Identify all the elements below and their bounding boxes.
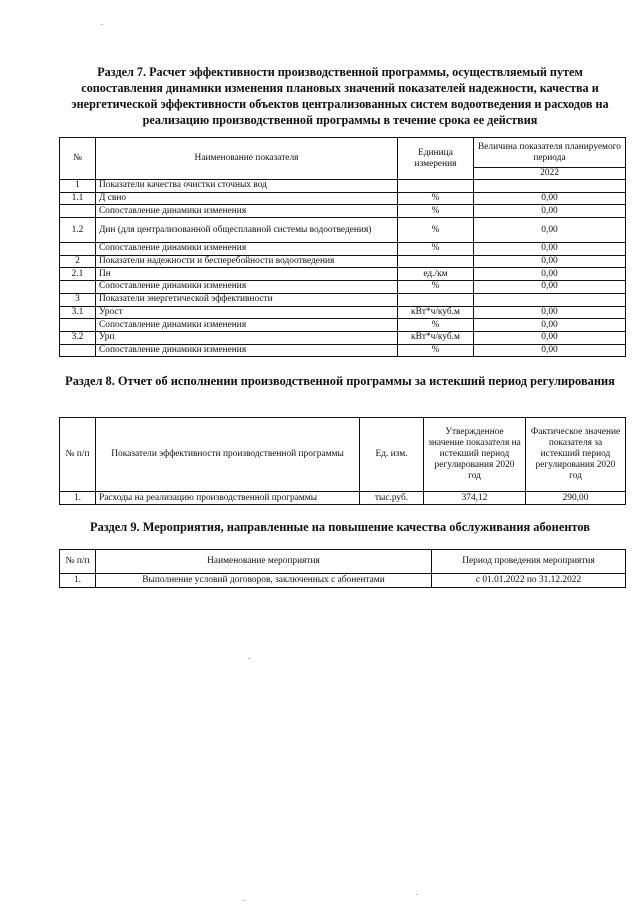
row-num: 1. bbox=[60, 492, 96, 505]
row-name: Сопоставление динамики изменения bbox=[96, 344, 398, 357]
row-unit: ед./км bbox=[398, 268, 474, 281]
row-num bbox=[60, 344, 96, 357]
row-unit: кВт*ч/куб.м bbox=[398, 306, 474, 319]
row-name: Сопоставление динамики изменения bbox=[96, 205, 398, 218]
section-8-title: Раздел 8. Отчет об исполнении производственной программы за истекший период регулирования bbox=[65, 374, 615, 388]
row-num: 2.1 bbox=[60, 268, 96, 281]
row-name: Сопоставление динамики изменения bbox=[96, 243, 398, 256]
row-unit: % bbox=[398, 218, 474, 243]
section-9-title: Раздел 9. Мероприятия, направленные на повышение качества обслуживания абонентов bbox=[90, 520, 590, 534]
table-row bbox=[60, 205, 626, 218]
row-value: 0,00 bbox=[474, 255, 626, 268]
row-value: 0,00 bbox=[474, 344, 626, 357]
row-name: Выполнение условий договоров, заключенных с абонентами bbox=[96, 574, 432, 588]
row-num bbox=[60, 281, 96, 294]
table-row bbox=[60, 281, 626, 294]
row-period: с 01.01.2022 по 31.12.2022 bbox=[432, 574, 626, 588]
header-year: 2022 bbox=[474, 168, 626, 180]
table-row bbox=[60, 243, 626, 256]
table-row bbox=[60, 180, 626, 193]
header-period: Период проведения мероприятия bbox=[432, 550, 626, 574]
row-unit: % bbox=[398, 205, 474, 218]
header-num: № п/п bbox=[60, 418, 96, 492]
row-unit: % bbox=[398, 243, 474, 256]
row-unit bbox=[398, 293, 474, 306]
header-value: Величина показателя планируемого периода bbox=[474, 138, 626, 168]
row-value: 0,00 bbox=[474, 306, 626, 319]
row-num: 1.1 bbox=[60, 192, 96, 205]
row-unit bbox=[398, 255, 474, 268]
header-unit: Ед. изм. bbox=[360, 418, 424, 492]
header-name: Показатели эффективности производственной программы bbox=[96, 418, 360, 492]
row-num bbox=[60, 205, 96, 218]
table-row bbox=[60, 331, 626, 344]
row-name: Д свно bbox=[96, 192, 398, 205]
table-row bbox=[60, 192, 626, 205]
row-unit: % bbox=[398, 319, 474, 332]
row-value: 0,00 bbox=[474, 268, 626, 281]
row-num: 3 bbox=[60, 293, 96, 306]
row-name: Показатели энергетической эффективности bbox=[96, 293, 398, 306]
row-num: 2 bbox=[60, 255, 96, 268]
row-name: Показатели надежности и бесперебойности водоотведения bbox=[96, 255, 398, 268]
header-actual: Фактическое значение показателя за истекший период регулирования 2020 год bbox=[526, 418, 626, 492]
scan-speck bbox=[416, 894, 418, 895]
table-row bbox=[60, 344, 626, 357]
row-num bbox=[60, 319, 96, 332]
header-name: Наименование мероприятия bbox=[96, 550, 432, 574]
row-actual: 290,00 bbox=[526, 492, 626, 505]
scan-speck bbox=[248, 658, 250, 659]
row-unit: % bbox=[398, 344, 474, 357]
row-value: 0,00 bbox=[474, 243, 626, 256]
header-approved: Утвержденное значение показателя на истекший период регулирования 2020 год bbox=[424, 418, 526, 492]
row-unit: кВт*ч/куб.м bbox=[398, 331, 474, 344]
row-num: 1.2 bbox=[60, 218, 96, 243]
row-name: Сопоставление динамики изменения bbox=[96, 319, 398, 332]
table-row bbox=[60, 306, 626, 319]
row-num bbox=[60, 243, 96, 256]
scan-speck bbox=[101, 24, 103, 25]
row-name: Сопоставление динамики изменения bbox=[96, 281, 398, 294]
row-name: Расходы на реализацию производственной программы bbox=[96, 492, 360, 505]
row-value: 0,00 bbox=[474, 331, 626, 344]
table-row bbox=[60, 293, 626, 306]
table-row bbox=[60, 574, 626, 588]
row-name: Дин (для централизованной общесплавной системы водоотведения) bbox=[96, 218, 398, 243]
row-num: 1. bbox=[60, 574, 96, 588]
row-approved: 374,12 bbox=[424, 492, 526, 505]
section-9-table bbox=[59, 549, 626, 588]
section-8-table bbox=[59, 417, 626, 505]
header-num: № п/п bbox=[60, 550, 96, 574]
row-value: 0,00 bbox=[474, 192, 626, 205]
table-row bbox=[60, 255, 626, 268]
row-value: 0,00 bbox=[474, 218, 626, 243]
row-value: 0,00 bbox=[474, 319, 626, 332]
table-row bbox=[60, 218, 626, 243]
section-7-title: Раздел 7. Расчет эффективности производственной программы, осуществляемый путем сопоставления динамики изменения плановых значений показателей надежности, качества и энергетической эффективности объектов централизованных систем водоотведения и расходов на реализацию производственной программы в течение срока ее действия bbox=[71, 65, 609, 127]
row-name: Пн bbox=[96, 268, 398, 281]
header-name: Наименование показателя bbox=[96, 138, 398, 180]
row-value bbox=[474, 180, 626, 193]
section-7-table bbox=[59, 137, 626, 357]
row-name: Урост bbox=[96, 306, 398, 319]
header-num: № bbox=[60, 138, 96, 180]
row-value: 0,00 bbox=[474, 281, 626, 294]
row-num: 3.2 bbox=[60, 331, 96, 344]
row-unit bbox=[398, 180, 474, 193]
table-row bbox=[60, 268, 626, 281]
row-name: Показатели качества очистки сточных вод bbox=[96, 180, 398, 193]
row-value: 0,00 bbox=[474, 205, 626, 218]
row-unit: % bbox=[398, 192, 474, 205]
row-num: 3.1 bbox=[60, 306, 96, 319]
header-unit: Единица измерения bbox=[398, 138, 474, 180]
table-row bbox=[60, 319, 626, 332]
row-num: 1 bbox=[60, 180, 96, 193]
row-value bbox=[474, 293, 626, 306]
scan-speck bbox=[243, 900, 245, 901]
row-unit: % bbox=[398, 281, 474, 294]
table-row bbox=[60, 492, 626, 505]
row-name: Урп bbox=[96, 331, 398, 344]
row-unit: тыс.руб. bbox=[360, 492, 424, 505]
